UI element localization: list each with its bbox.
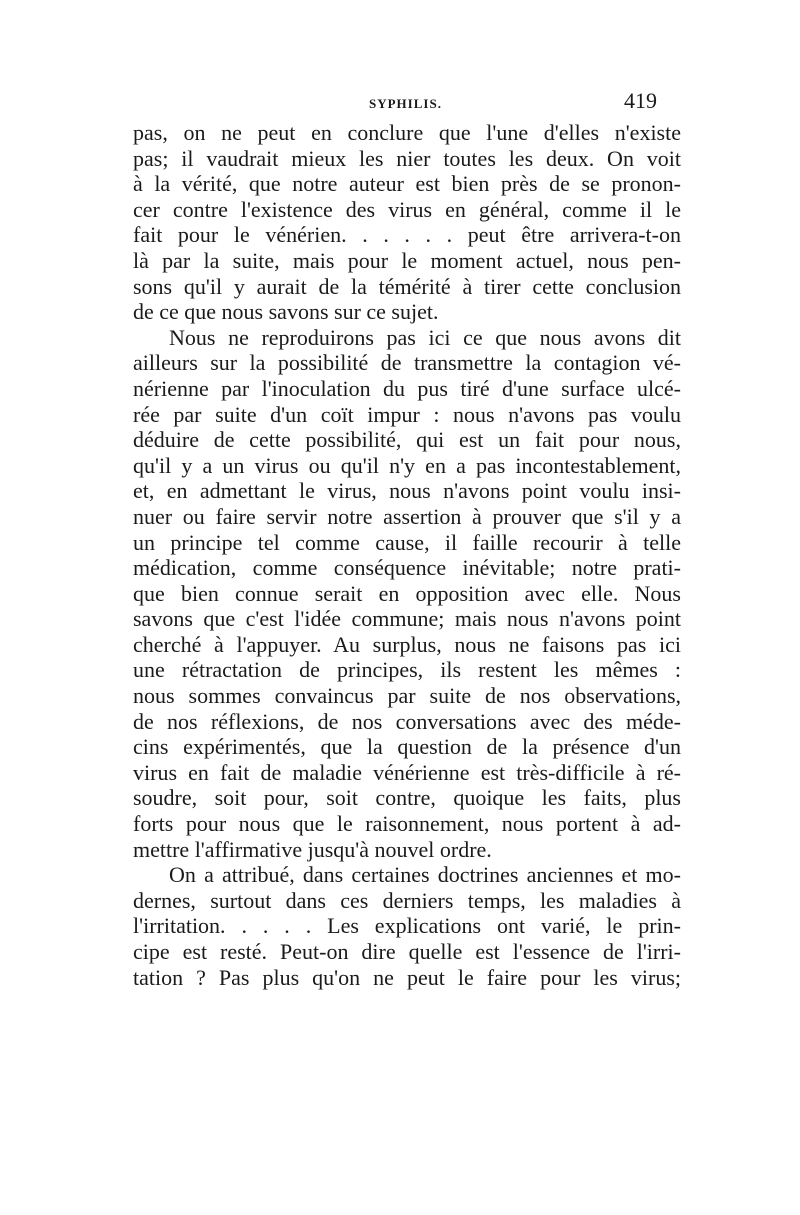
text-line: virus en fait de maladie vénérienne est très-difficile à ré-	[133, 759, 681, 785]
text-line: une rétractation de principes, ils restent les mêmes :	[133, 657, 681, 683]
text-line: mettre l'affirmative jusqu'à nouvel ordre.	[133, 836, 492, 862]
text-line: déduire de cette possibilité, qui est un fait pour nous,	[133, 427, 681, 453]
text-line: savons que c'est l'idée commune; mais nous n'avons point	[133, 606, 681, 632]
text-line: que bien connue serait en opposition avec elle. Nous	[133, 580, 681, 606]
text-line: de nos réflexions, de nos conversations avec des méde-	[133, 708, 681, 734]
paragraph-1	[133, 120, 681, 325]
text-line: nous sommes convaincus par suite de nos observations,	[133, 683, 681, 709]
text-line: cipe est resté. Peut-on dire quelle est l'essence de l'irri-	[133, 939, 681, 964]
text-line: cherché à l'appuyer. Au surplus, nous ne faisons pas ici	[133, 631, 681, 657]
text-line: médication, comme conséquence inévitable; notre prati-	[133, 555, 681, 581]
text-line: à la vérité, que notre auteur est bien près de se pronon-	[133, 171, 681, 197]
page-number: 419	[624, 88, 657, 113]
running-title: SYPHILIS.	[369, 96, 442, 111]
text-line: soudre, soit pour, soit contre, quoique les faits, plus	[133, 785, 681, 811]
text-line: nérienne par l'inoculation du pus tiré d'une surface ulcé-	[133, 375, 681, 401]
text-line: tation ? Pas plus qu'on ne peut le faire pour les virus;	[133, 964, 681, 990]
text-line: rée par suite d'un coït impur : nous n'avons pas voulu	[133, 401, 681, 427]
text-line: On a attribué, dans certaines doctrines anciennes et mo-	[169, 862, 681, 888]
text-line: pas; il vaudrait mieux les nier toutes les deux. On voit	[133, 145, 681, 171]
text-line: fait pour le vénérien. . . . . . peut être arrivera-t-on	[133, 222, 681, 248]
text-line: forts pour nous que le raisonnement, nous portent à ad-	[133, 811, 681, 837]
text-line: ailleurs sur la possibilité de transmettre la contagion vé-	[133, 350, 681, 376]
body-text	[133, 120, 681, 990]
text-line: nuer ou faire servir notre assertion à prouver que s'il y a	[133, 503, 681, 529]
text-line: cer contre l'existence des virus en général, comme il le	[133, 196, 681, 222]
paragraph-2	[133, 325, 681, 862]
text-line: pas, on ne peut en conclure que l'une d'elles n'existe	[133, 120, 681, 145]
text-line: et, en admettant le virus, nous n'avons point voulu insi-	[133, 478, 681, 504]
paragraph-3	[133, 862, 681, 990]
text-line: sons qu'il y aurait de la témérité à tirer cette conclusion	[133, 273, 681, 299]
text-line: dernes, surtout dans ces derniers temps, les maladies à	[133, 887, 681, 913]
text-line: là par la suite, mais pour le moment actuel, nous pen-	[133, 247, 681, 273]
text-line: un principe tel comme cause, il faille recourir à telle	[133, 529, 681, 555]
text-line: de ce que nous savons sur ce sujet.	[133, 299, 439, 325]
text-line: Nous ne reproduirons pas ici ce que nous avons dit	[169, 324, 681, 350]
text-line: l'irritation. . . . . Les explications ont varié, le prin-	[133, 913, 681, 939]
text-line: cins expérimentés, que la question de la présence d'un	[133, 734, 681, 760]
text-line: qu'il y a un virus ou qu'il n'y en a pas incontestablement,	[133, 452, 681, 478]
